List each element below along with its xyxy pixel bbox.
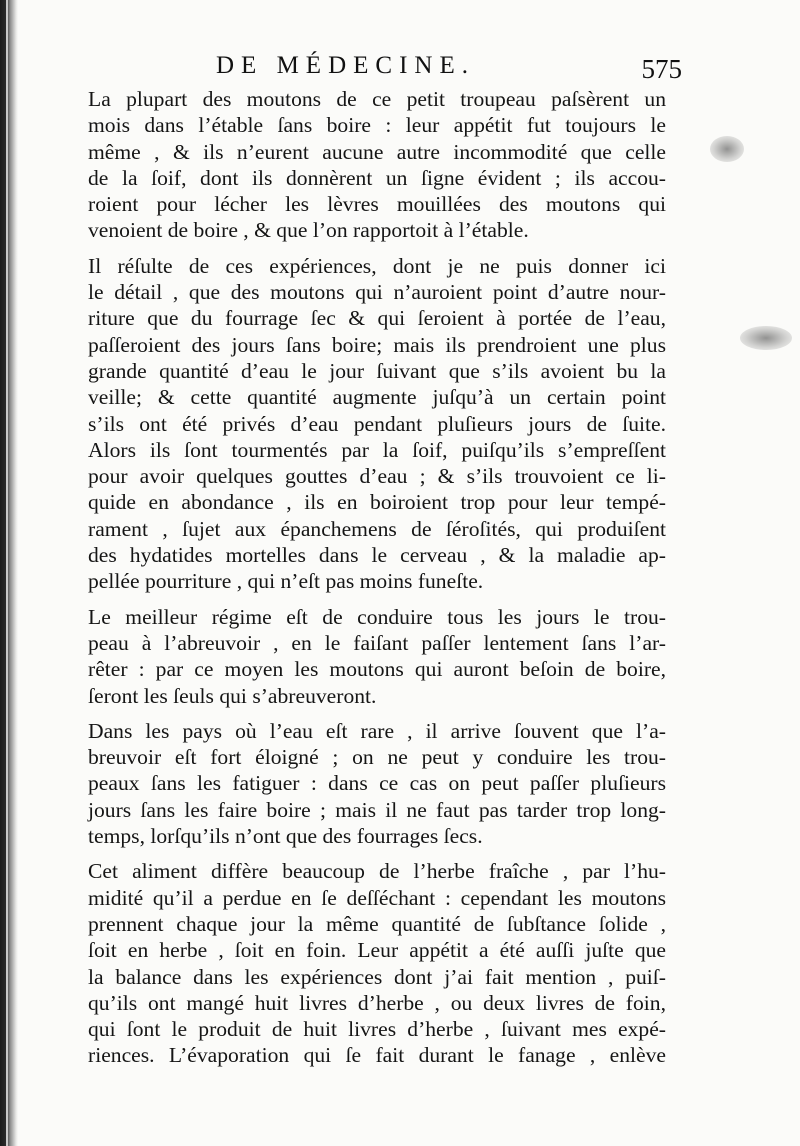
text-line: pellée pourriture , qui n’eſt pas moins funeſte.: [88, 569, 484, 594]
text-line: Il réſulte de ces expériences, dont je ne puis donner ici: [88, 253, 666, 278]
text-line: veille; & cette quantité augmente juſqu’à un certain point: [88, 385, 666, 410]
text-line: midité qu’il a perdue en ſe deſſéchant : cependant les moutons: [88, 885, 666, 910]
paragraph: [88, 604, 666, 709]
text-line: rêter : par ce moyen les moutons qui auront beſoin de boire,: [88, 657, 666, 682]
paragraph-gap: [88, 709, 666, 718]
text-line: paſſeroient des jours ſans boire; mais ils prendroient une plus: [88, 332, 666, 357]
paragraph: [88, 86, 666, 244]
text-line: mois dans l’étable ſans boire : leur appétit fut toujours le: [88, 113, 666, 138]
text-line: venoient de boire , & que l’on rapportoit à l’étable.: [88, 218, 529, 243]
text-line: ſoit en herbe , ſoit en foin. Leur appétit a été auſſi juſte que: [88, 938, 666, 963]
paragraph-gap: [88, 849, 666, 858]
text-line: prennent chaque jour la même quantité de ſubſtance ſolide ,: [88, 911, 666, 936]
text-line: Le meilleur régime eſt de conduire tous les jours le trou-: [88, 604, 666, 629]
text-line: breuvoir eſt fort éloigné ; on ne peut y conduire les trou-: [88, 745, 666, 770]
text-line: des hydatides mortelles dans le cerveau , & la maladie ap-: [88, 543, 666, 568]
page-binding-edge: [0, 0, 18, 1146]
text-line: de la ſoif, dont ils donnèrent un ſigne évident ; ils accou-: [88, 165, 666, 190]
text-line: grande quantité d’eau le jour ſuivant que s’ils avoient bu la: [88, 358, 666, 383]
text-line: le détail , que des moutons qui n’auroient point d’autre nour-: [88, 280, 666, 305]
text-line: La plupart des moutons de ce petit troupeau paſsèrent un: [88, 87, 666, 111]
ink-smudge: [710, 136, 744, 162]
body-text: [88, 86, 666, 1069]
ink-smudge: [740, 326, 792, 350]
text-line: peaux ſans les fatiguer : dans ce cas on peut paſſer pluſieurs: [88, 771, 666, 796]
text-line: quide en abondance , ils en boiroient trop pour leur tempé-: [88, 490, 666, 515]
text-line: s’ils ont été privés d’eau pendant pluſieurs jours de ſuite.: [88, 411, 666, 436]
text-line: rament , ſujet aux épanchemens de ſéroſités, qui produiſent: [88, 516, 666, 541]
text-line: la balance dans les expériences dont j’ai fait mention , puiſ-: [88, 964, 666, 989]
text-line: Cet aliment diffère beaucoup de l’herbe fraîche , par l’hu-: [88, 859, 666, 884]
paragraph: [88, 858, 666, 1068]
running-title: DE MÉDECINE.: [216, 52, 475, 79]
text-line: qui ſont le produit de huit livres d’herbe , ſuivant mes expé-: [88, 1017, 666, 1042]
paragraph: [88, 253, 666, 595]
page-number: 575: [641, 54, 682, 84]
text-line: roient pour lécher les lèvres mouillées des moutons qui: [88, 192, 666, 217]
text-line: pour avoir quelques gouttes d’eau ; & s’ils trouvoient ce li-: [88, 464, 666, 489]
paragraph-gap: [88, 595, 666, 604]
paragraph: [88, 718, 666, 849]
paragraph-gap: [88, 244, 666, 253]
text-line: jours ſans les faire boire ; mais il ne faut pas tarder trop long-: [88, 797, 666, 822]
text-line: riture que du fourrage ſec & qui ſeroient à portée de l’eau,: [88, 306, 666, 331]
text-line: Alors ils ſont tourmentés par la ſoif, puiſqu’ils s’empreſſent: [88, 437, 666, 462]
text-line: riences. L’évaporation qui ſe fait durant le fanage , enlève: [88, 1043, 666, 1068]
text-line: Dans les pays où l’eau eſt rare , il arrive ſouvent que l’a-: [88, 718, 666, 743]
text-line: ſeront les ſeuls qui s’abreuveront.: [88, 683, 377, 708]
text-line: temps, lorſqu’ils n’ont que des fourrages ſecs.: [88, 824, 483, 849]
text-line: même , & ils n’eurent aucune autre incommodité que celle: [88, 139, 666, 164]
text-line: peau à l’abreuvoir , en le faiſant paſſer lentement ſans l’ar-: [88, 630, 666, 655]
text-line: qu’ils ont mangé huit livres d’herbe , ou deux livres de foin,: [88, 990, 666, 1015]
